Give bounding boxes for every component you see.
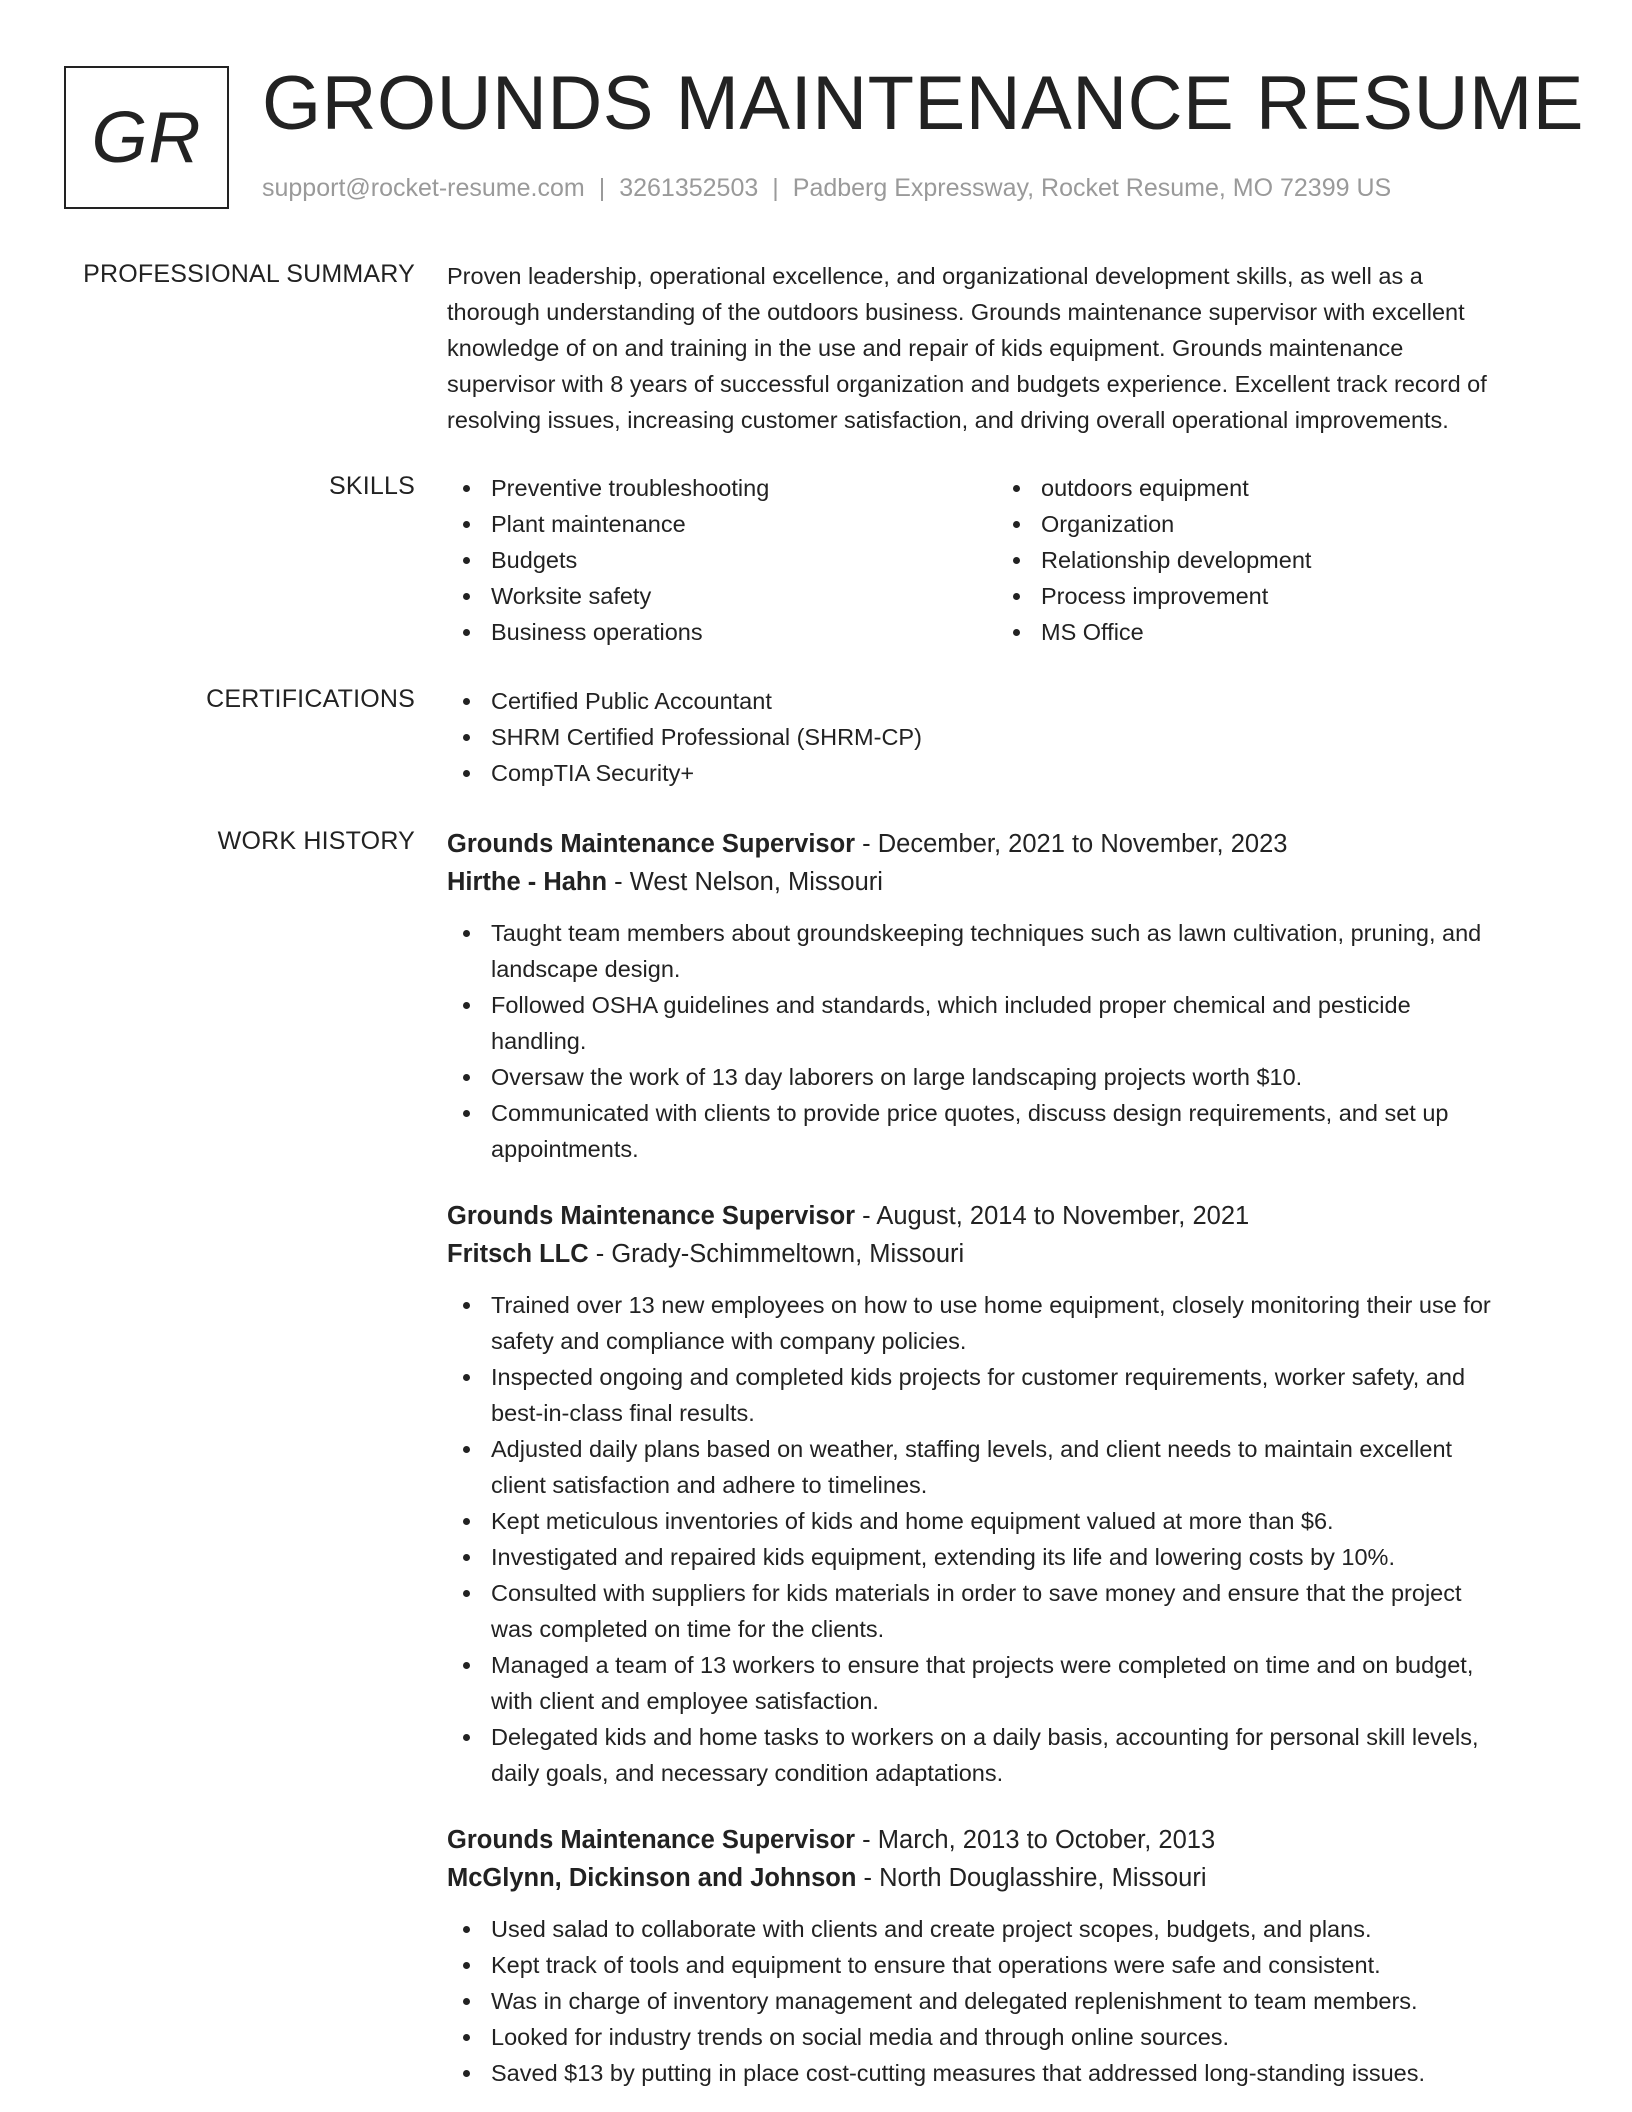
job-bullet [447, 1359, 1567, 1431]
bullet-line: Inspected ongoing and completed kids projects for customer requirements, worker safety, and [491, 1364, 1466, 1390]
job-company: Fritsch LLC [447, 1240, 589, 1268]
contact-separator: | [772, 174, 779, 202]
certifications-body [447, 683, 1567, 791]
job-title-line [447, 825, 1567, 863]
job-entry [447, 1197, 1567, 1791]
summary-text [447, 258, 1567, 438]
job-company-line [447, 1859, 1567, 1897]
certification-item: SHRM Certified Professional (SHRM-CP) [447, 719, 1567, 755]
job-bullet [447, 1947, 1567, 1983]
contact-address: Padberg Expressway, Rocket Resume, MO 72399 US [792, 174, 1392, 202]
job-bullet [447, 1095, 1567, 1167]
resume-title: GROUNDS MAINTENANCE RESUME [262, 61, 1584, 146]
bullet-line: Kept track of tools and equipment to ensure that operations were safe and consistent. [491, 1952, 1381, 1978]
skill-item: Preventive troubleshooting [447, 470, 997, 506]
bullet-line: with client and employee satisfaction. [491, 1688, 879, 1714]
dash: - [855, 1826, 878, 1854]
job-bullet [447, 1647, 1567, 1719]
skills-list-left [447, 470, 997, 650]
skills-list-right [997, 470, 1547, 650]
bullet-line: daily goals, and necessary condition adaptations. [491, 1760, 1004, 1786]
bullet-line: Saved $13 by putting in place cost-cutting measures that addressed long-standing issues. [491, 2060, 1426, 2086]
skill-item: Budgets [447, 542, 997, 578]
job-bullet [447, 1719, 1567, 1791]
monogram-box [64, 66, 229, 209]
job-bullets [447, 1911, 1567, 2091]
bullet-line: Looked for industry trends on social media and through online sources. [491, 2024, 1230, 2050]
job-company: Hirthe - Hahn [447, 868, 608, 896]
bullet-line: handling. [491, 1028, 587, 1054]
bullet-line: Consulted with suppliers for kids materials in order to save money and ensure that the project [491, 1580, 1462, 1606]
skill-item: Plant maintenance [447, 506, 997, 542]
bullet-line: Kept meticulous inventories of kids and home equipment valued at more than $6. [491, 1508, 1334, 1534]
bullet-line: Was in charge of inventory management and delegated replenishment to team members. [491, 1988, 1418, 2014]
job-title: Grounds Maintenance Supervisor [447, 830, 856, 858]
bullet-line: Oversaw the work of 13 day laborers on large landscaping projects worth $10. [491, 1064, 1303, 1090]
job-bullets [447, 1287, 1567, 1791]
job-title-line [447, 1197, 1567, 1235]
job-bullet [447, 2055, 1567, 2091]
bullet-line: landscape design. [491, 956, 681, 982]
job-entry [447, 1821, 1567, 2091]
job-dates: December, 2021 to November, 2023 [877, 830, 1288, 858]
job-title: Grounds Maintenance Supervisor [447, 1202, 856, 1230]
resume-header [64, 61, 1584, 210]
bullet-line: appointments. [491, 1136, 639, 1162]
job-company-line [447, 863, 1567, 901]
skill-item: Process improvement [997, 578, 1547, 614]
job-bullet [447, 2019, 1567, 2055]
job-company-line [447, 1235, 1567, 1273]
job-bullet [447, 1539, 1567, 1575]
dash: - [856, 1864, 880, 1892]
dash: - [855, 830, 878, 858]
job-location: Grady-Schimmeltown, Missouri [611, 1240, 965, 1268]
section-label: SKILLS [329, 472, 415, 500]
job-company: McGlynn, Dickinson and Johnson [447, 1864, 857, 1892]
skill-item: Worksite safety [447, 578, 997, 614]
job-location: North Douglasshire, Missouri [879, 1864, 1207, 1892]
section-label: WORK HISTORY [217, 827, 415, 855]
dash: - [588, 1240, 612, 1268]
bullet-line: Trained over 13 new employees on how to use home equipment, closely monitoring their use for [491, 1292, 1491, 1318]
skill-item: Organization [997, 506, 1547, 542]
job-bullet [447, 1059, 1567, 1095]
summary-line: knowledge of on and training in the use and repair of kids equipment. Grounds maintenance [447, 335, 1404, 361]
dash: - [855, 1202, 877, 1230]
bullet-line: Delegated kids and home tasks to workers on a daily basis, accounting for personal skill levels, [491, 1724, 1479, 1750]
bullet-line: client satisfaction and adhere to timelines. [491, 1472, 928, 1498]
summary-line: thorough understanding of the outdoors business. Grounds maintenance supervisor with excellent [447, 299, 1465, 325]
work-history-body [447, 825, 1567, 2091]
bullet-line: Used salad to collaborate with clients and create project scopes, budgets, and plans. [491, 1916, 1372, 1942]
job-dates: August, 2014 to November, 2021 [876, 1202, 1250, 1230]
bullet-line: Adjusted daily plans based on weather, staffing levels, and client needs to maintain excellent [491, 1436, 1453, 1462]
dash: - [607, 868, 630, 896]
job-bullet [447, 987, 1567, 1059]
contact-line [262, 174, 1391, 203]
section-label: CERTIFICATIONS [206, 685, 415, 713]
bullet-line: Taught team members about groundskeeping techniques such as lawn cultivation, pruning, and [491, 920, 1482, 946]
skill-item: MS Office [997, 614, 1547, 650]
certification-item: CompTIA Security+ [447, 755, 1567, 791]
summary-line: supervisor with 8 years of successful organization and budgets experience. Excellent track record of [447, 371, 1487, 397]
job-bullet [447, 1983, 1567, 2019]
bullet-line: Managed a team of 13 workers to ensure that projects were completed on time and on budget, [491, 1652, 1474, 1678]
job-entry [447, 825, 1567, 1167]
job-bullet [447, 1575, 1567, 1647]
bullet-line: Followed OSHA guidelines and standards, which included proper chemical and pesticide [491, 992, 1411, 1018]
skill-item: Relationship development [997, 542, 1547, 578]
skill-item: outdoors equipment [997, 470, 1547, 506]
certification-item: Certified Public Accountant [447, 683, 1567, 719]
job-location: West Nelson, Missouri [629, 868, 883, 896]
bullet-line: Communicated with clients to provide price quotes, discuss design requirements, and set up [491, 1100, 1449, 1126]
contact-phone: 3261352503 [619, 174, 759, 202]
skill-item: Business operations [447, 614, 997, 650]
job-title-line [447, 1821, 1567, 1859]
certifications-list [447, 683, 1567, 791]
summary-line: Proven leadership, operational excellence, and organizational development skills, as well as a [447, 263, 1423, 289]
bullet-line: was completed on time for the clients. [491, 1616, 885, 1642]
job-bullet [447, 1503, 1567, 1539]
bullet-line: Investigated and repaired kids equipment, extending its life and lowering costs by 10%. [491, 1544, 1395, 1570]
section-label: PROFESSIONAL SUMMARY [83, 260, 415, 288]
job-bullet [447, 915, 1567, 987]
job-bullet [447, 1431, 1567, 1503]
bullet-line: safety and compliance with company policies. [491, 1328, 967, 1354]
job-bullet [447, 1287, 1567, 1359]
summary-line: resolving issues, increasing customer satisfaction, and driving overall operational improvements. [447, 407, 1449, 433]
monogram-initials: GR [91, 97, 202, 178]
job-dates: March, 2013 to October, 2013 [877, 1826, 1216, 1854]
contact-email: support@rocket-resume.com [262, 174, 585, 202]
job-bullet [447, 1911, 1567, 1947]
contact-separator: | [598, 174, 606, 202]
job-title: Grounds Maintenance Supervisor [447, 1826, 856, 1854]
bullet-line: best-in-class final results. [491, 1400, 755, 1426]
skills-columns [447, 470, 1567, 650]
job-bullets [447, 915, 1567, 1167]
